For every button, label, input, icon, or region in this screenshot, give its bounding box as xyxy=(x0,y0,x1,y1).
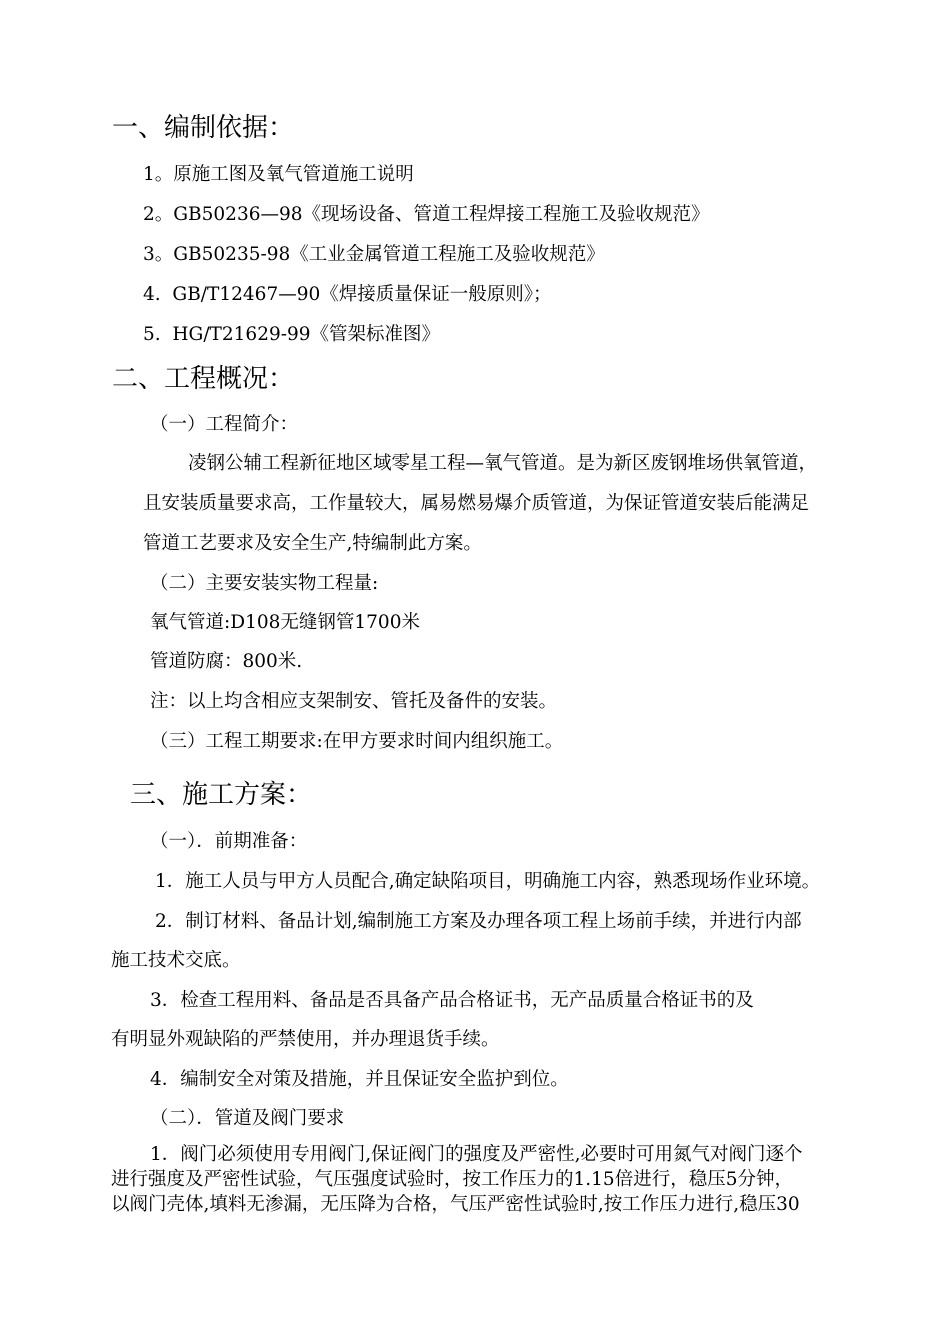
section-heading-basis: 一、编制依据： xyxy=(112,113,295,143)
prep-item-3: 3．检查工程用料、备品是否具备产品合格证书，无产品质量合格证书的及 xyxy=(150,990,754,1011)
valve-line-1: 1．阀门必须使用专用阀门,保证阀门的强度及严密性,必要时可用氮气对阀门逐个 xyxy=(150,1144,803,1165)
overview-sub-schedule: （三）工程工期要求:在甲方要求时间内组织施工。 xyxy=(150,731,564,752)
valve-line-2: 进行强度及严密性试验，气压强度试验时，按工作压力的1.15倍进行，稳压5分钟， xyxy=(111,1169,793,1190)
intro-line-1: 凌钢公辅工程新征地区域零星工程—氧气管道。是为新区废钢堆场供氧管道， xyxy=(188,453,818,474)
prep-item-4: 4．编制安全对策及措施，并且保证安全监护到位。 xyxy=(150,1069,569,1090)
plan-sub-preparation: （一）．前期准备： xyxy=(150,831,308,852)
basis-item-4: 4. GB/T12467—90《焊接质量保证一般原则》； xyxy=(143,284,552,305)
prep-item-2: 2．制订材料、备品计划,编制施工方案及办理各项工程上场前手续，并进行内部 xyxy=(155,911,802,932)
intro-line-3: 管道工艺要求及安全生产,特编制此方案。 xyxy=(143,533,482,554)
intro-line-2: 且安装质量要求高，工作量较大，属易燃易爆介质管道，为保证管道安装后能满足 xyxy=(143,493,810,514)
quantity-anticorrosion: 管道防腐：800米. xyxy=(150,651,303,672)
basis-item-2: 2。GB50236—98《现场设备、管道工程焊接工程施工及验收规范》 xyxy=(143,204,710,225)
basis-item-1: 1。原施工图及氧气管道施工说明 xyxy=(143,164,414,185)
quantity-pipe: 氧气管道:D108无缝钢管1700米 xyxy=(150,612,420,633)
valve-line-3: 以阀门壳体,填料无渗漏，无压降为合格，气压严密性试验时,按工作压力进行,稳压30 xyxy=(111,1194,800,1215)
basis-item-5: 5. HG/T21629-99《管架标准图》 xyxy=(143,324,441,345)
prep-item-3-cont: 有明显外观缺陷的严禁使用，并办理退货手续。 xyxy=(111,1029,500,1050)
quantity-note: 注：以上均含相应支架制安、管托及备件的安装。 xyxy=(150,691,558,712)
overview-sub-intro: （一）工程简介： xyxy=(150,414,299,435)
basis-item-3: 3。GB50235-98《工业金属管道工程施工及验收规范》 xyxy=(143,244,605,265)
section-heading-overview: 二、工程概况： xyxy=(112,364,295,394)
plan-sub-pipe-valve: （二）．管道及阀门要求 xyxy=(150,1108,345,1129)
overview-sub-quantities: （二）主要安装实物工程量: xyxy=(150,573,379,594)
prep-item-2-cont: 施工技术交底。 xyxy=(111,950,241,971)
prep-item-1: 1．施工人员与甲方人员配合,确定缺陷项目，明确施工内容，熟悉现场作业环境。 xyxy=(155,871,821,892)
section-heading-plan: 三、施工方案： xyxy=(130,780,313,810)
